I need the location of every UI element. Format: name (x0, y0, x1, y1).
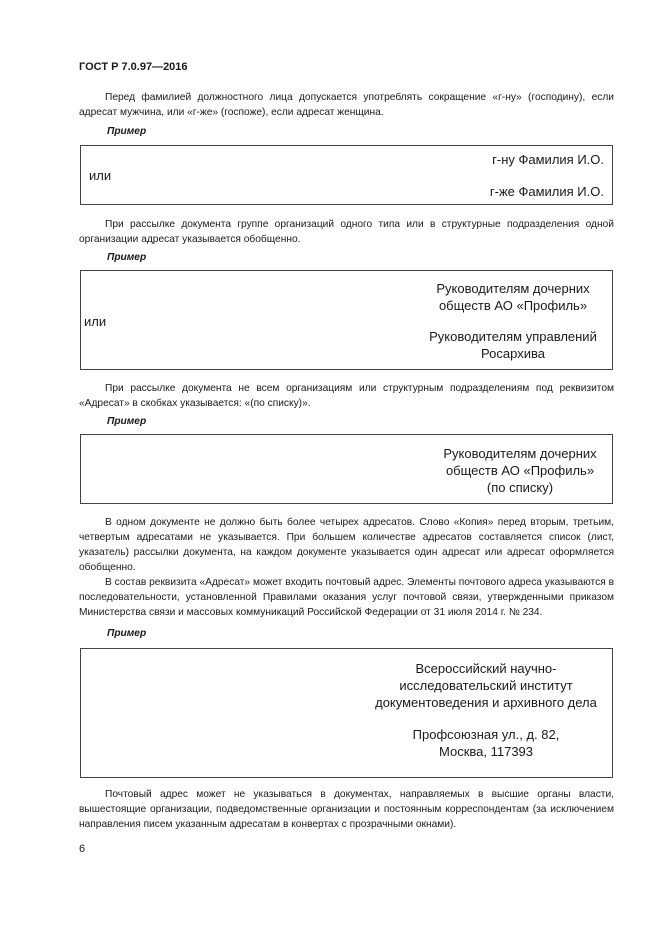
example-2-line-2: обществ АО «Профиль» (438, 298, 588, 313)
paragraph-2: При рассылке документа группе организаций одного типа или в структурные подразделения одной организации адресат указывается обобщенно. (79, 219, 614, 245)
example-3-line-1: Руководителям дочерних (443, 446, 597, 461)
example-4-line-4: Профсоюзная ул., д. 82, (412, 727, 560, 742)
paragraph-3: При рассылке документа не всем организациям или структурным подразделениям под реквизитом «Адресат» в скобках указывается: «(по списку)». (79, 383, 614, 409)
document-header: ГОСТ Р 7.0.97—2016 (79, 61, 188, 73)
example-label-1: Пример (107, 126, 147, 137)
example-box-1 (80, 145, 613, 205)
example-4-line-5: Москва, 117393 (438, 744, 534, 759)
example-label-3: Пример (107, 416, 147, 427)
page-number: 6 (79, 843, 86, 855)
example-1-line-2: г-же Фамилия И.О. (489, 184, 604, 199)
example-4-line-1: Всероссийский научно- (415, 661, 557, 676)
paragraph-6: Почтовый адрес может не указываться в документах, направляемых в высшие органы власти, вышестоящие организации, подведомственные организации и постоянным корреспондентам (за исключением направления писем указанным адресатам в конвертах с прозрачными окнами). (79, 789, 614, 830)
example-label-4: Пример (107, 628, 147, 639)
example-2-or: или (84, 314, 107, 329)
example-box-2 (80, 270, 613, 370)
example-box-3 (80, 434, 613, 504)
paragraph-5: В состав реквизита «Адресат» может входить почтовый адрес. Элементы почтового адреса указываются в последовательности, установленной Правилами оказания услуг почтовой связи, утвержденными приказом Министерства связи и массовых коммуникаций Российской Федерации от 31 июля 2014 г. № 234. (79, 577, 614, 618)
example-2-line-4: Росархива (481, 346, 545, 361)
example-1-line-1: г-ну Фамилия И.О. (492, 152, 604, 167)
paragraph-1: Перед фамилией должностного лица допускается употреблять сокращение «г-ну» (господину), если адресат мужчина, или «г-же» (госпоже), если адресат женщина. (79, 92, 614, 118)
example-4-line-2: исследовательский институт (399, 678, 573, 693)
example-3-line-3: (по списку) (486, 480, 554, 495)
paragraph-4: В одном документе не должно быть более четырех адресатов. Слово «Копия» перед вторым, третьим, четвертым адресатами не указывается. При большем количестве адресатов составляется список (лист, указатель) рассылки документа, на каждом документе указывается один адресат или адресат оформляется обобщенно. (79, 517, 614, 573)
example-1-or: или (89, 168, 112, 183)
example-3-line-2: обществ АО «Профиль» (445, 463, 595, 478)
example-2-line-3: Руководителям управлений (429, 329, 597, 344)
example-4-line-3: документоведения и архивного дела (375, 695, 597, 710)
example-2-line-1: Руководителям дочерних (436, 281, 590, 296)
example-label-2: Пример (107, 252, 147, 263)
example-box-4 (80, 648, 613, 778)
